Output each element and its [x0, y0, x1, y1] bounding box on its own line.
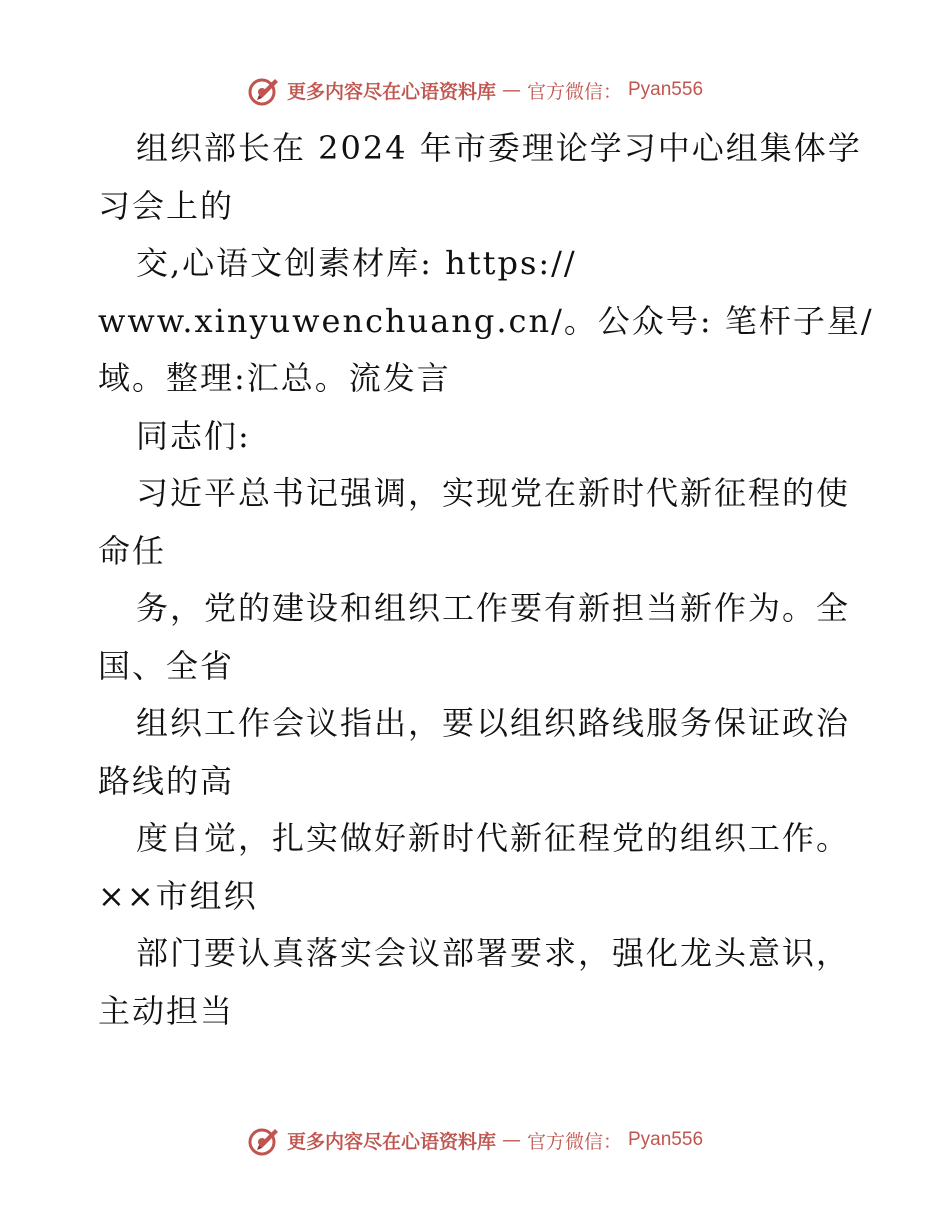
text-line: 组织部长在 2024 年市委理论学习中心组集体学: [136, 129, 862, 167]
watermark-wechat-label: 官方微信：: [526, 80, 622, 103]
watermark-dash: —: [501, 1129, 521, 1151]
text-line: 主动担当: [98, 991, 235, 1030]
text-line: 习会上的: [98, 186, 235, 225]
watermark-dash: —: [501, 79, 521, 101]
watermark-wechat-label: 官方微信：: [526, 1130, 622, 1153]
text-line: 习近平总书记强调，实现党在新时代新征程的使: [136, 474, 851, 512]
pen-logo-icon: [247, 1123, 281, 1157]
document-body: [98, 120, 874, 1040]
watermark-text: 更多内容尽在心语资料库: [286, 1130, 496, 1153]
watermark-text: 更多内容尽在心语资料库: [286, 80, 496, 103]
text-line: 务，党的建设和组织工作要有新担当新作为。全: [136, 589, 851, 627]
footer-watermark-banner: [0, 1120, 950, 1160]
header-watermark: [247, 73, 703, 107]
text-line: 域。整理:汇总。流发言: [98, 359, 451, 397]
watermark-wechat-id: Pyan556: [628, 79, 704, 100]
text-line: 命任: [98, 531, 167, 570]
text-line: 部门要认真落实会议部署要求，强化龙头意识，: [136, 934, 851, 972]
header-watermark-banner: [0, 70, 950, 110]
text-line: 度自觉，扎实做好新时代新征程党的组织工作。: [136, 819, 851, 857]
pen-logo-icon: [247, 73, 281, 107]
watermark-wechat-id: Pyan556: [628, 1129, 704, 1150]
footer-watermark: [247, 1123, 703, 1157]
text-line: www.xinyuwenchuang.cn/。公众号: 笔杆子星/: [98, 301, 874, 340]
text-line: 组织工作会议指出，要以组织路线服务保证政治: [136, 704, 851, 742]
text-line: 路线的高: [98, 761, 235, 800]
text-line: 同志们:: [136, 416, 251, 455]
text-line: ××市组织: [98, 876, 258, 915]
text-line: 国、全省: [98, 646, 235, 685]
text-line: 交,心语文创素材库: https://: [136, 244, 577, 282]
